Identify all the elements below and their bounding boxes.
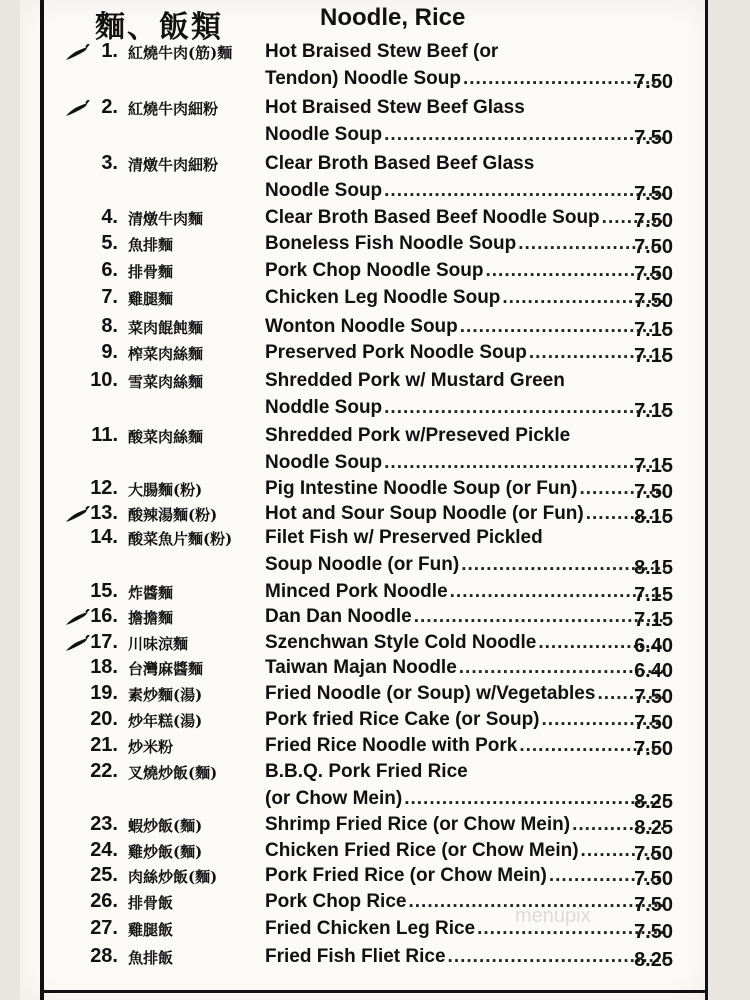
item-number: 19. <box>90 682 118 704</box>
item-number: 17. <box>90 631 118 653</box>
item-description-line: Hot Braised Stew Beef (or <box>265 41 499 62</box>
item-price: 7.15 <box>634 400 673 422</box>
item-number: 28. <box>90 945 118 967</box>
item-number: 15. <box>90 580 118 602</box>
item-name-english <box>265 96 605 150</box>
item-name-chinese: 蝦炒飯(麵) <box>128 817 203 835</box>
item-name-english <box>265 760 605 814</box>
item-number: 18. <box>90 656 118 678</box>
chili-pepper-icon <box>64 44 90 62</box>
item-number: 14. <box>90 526 118 548</box>
item-number: 23. <box>90 813 118 835</box>
item-name-english <box>265 152 605 206</box>
item-name-chinese: 雞腿麵 <box>128 290 174 308</box>
item-description-line: (or Chow Mein) <box>265 788 403 809</box>
item-number: 6. <box>101 259 118 281</box>
item-number: 9. <box>101 341 118 363</box>
item-name-chinese: 雞炒飯(麵) <box>128 843 203 861</box>
item-name-chinese: 排骨飯 <box>128 894 174 912</box>
item-price: 7.15 <box>634 584 673 606</box>
item-number: 7. <box>101 286 118 308</box>
item-price: 6.40 <box>634 635 673 657</box>
chili-pepper-icon <box>64 506 90 524</box>
item-price: 8.25 <box>634 791 673 813</box>
item-number: 26. <box>90 890 118 912</box>
left-border-rule <box>40 0 44 1000</box>
item-name-chinese: 酸辣湯麵(粉) <box>128 506 218 524</box>
item-price: 7.50 <box>634 894 673 916</box>
item-price: 7.50 <box>634 921 673 943</box>
item-name-english <box>265 369 605 423</box>
item-price: 7.15 <box>634 609 673 631</box>
item-price: 7.15 <box>634 319 673 341</box>
item-description-line: Noodle Soup <box>265 124 383 145</box>
section-title-english: Noodle, Rice <box>320 4 466 31</box>
item-number: 8. <box>101 315 118 337</box>
item-description-line: Noodle Soup <box>265 452 383 473</box>
item-description-line: Fried Noodle (or Soup) w/Vegetables <box>265 683 596 704</box>
item-price: 7.50 <box>634 263 673 285</box>
item-number: 25. <box>90 864 118 886</box>
item-description-line: Szenchwan Style Cold Noodle <box>265 632 537 653</box>
item-name-chinese: 紅燒牛肉細粉 <box>128 100 219 118</box>
item-number: 22. <box>90 760 118 782</box>
item-name-chinese: 魚排飯 <box>128 949 174 967</box>
item-number: 4. <box>101 206 118 228</box>
item-description-line: Noodle Soup <box>265 180 383 201</box>
item-description-line: B.B.Q. Pork Fried Rice <box>265 761 468 782</box>
item-description-line: Taiwan Majan Noodle <box>265 657 457 678</box>
item-price: 7.50 <box>634 686 673 708</box>
item-price: 7.50 <box>634 868 673 890</box>
item-number: 13. <box>90 502 118 524</box>
chili-pepper-icon <box>64 100 90 118</box>
item-description-line: Shredded Pork w/Preseved Pickle <box>265 425 571 446</box>
item-price: 7.50 <box>634 843 673 865</box>
item-price: 7.50 <box>634 481 673 503</box>
chili-pepper-icon <box>64 635 90 653</box>
item-name-english <box>265 40 605 94</box>
section-title-chinese: 麵、飯類 <box>95 10 223 45</box>
item-price: 7.15 <box>634 455 673 477</box>
item-name-chinese: 雪菜肉絲麵 <box>128 373 204 391</box>
item-description-line: Shrimp Fried Rice (or Chow Mein) <box>265 814 571 835</box>
item-description-line: Clear Broth Based Beef Noodle Soup <box>265 207 600 228</box>
item-name-chinese: 紅燒牛肉(筋)麵 <box>128 44 233 62</box>
item-number: 3. <box>101 152 118 174</box>
item-price: 7.50 <box>634 210 673 232</box>
item-description-line: Hot and Sour Soup Noodle (or Fun) <box>265 503 584 524</box>
item-description-line: Minced Pork Noodle <box>265 581 448 602</box>
item-description-line: Preserved Pork Noodle Soup <box>265 342 527 363</box>
item-description-line: Pork Fried Rice (or Chow Mein) <box>265 865 547 886</box>
item-description-line: Soup Noodle (or Fun) <box>265 554 460 575</box>
item-description-line: Noddle Soup <box>265 397 383 418</box>
item-description-line: Hot Braised Stew Beef Glass <box>265 97 525 118</box>
item-price: 7.50 <box>634 236 673 258</box>
item-name-chinese: 大腸麵(粉) <box>128 481 203 499</box>
bottom-border-rule <box>40 990 708 993</box>
item-description-line: Tendon) Noodle Soup <box>265 68 461 89</box>
item-number: 12. <box>90 477 118 499</box>
item-description-line: Chicken Leg Noodle Soup <box>265 287 501 308</box>
right-border-rule <box>705 0 708 1000</box>
item-name-chinese: 擔擔麵 <box>128 609 174 627</box>
item-description-line: Clear Broth Based Beef Glass <box>265 153 535 174</box>
watermark: menupix <box>515 905 591 927</box>
item-description-line: Boneless Fish Noodle Soup <box>265 233 517 254</box>
item-description-line: Filet Fish w/ Preserved Pickled <box>265 527 543 548</box>
item-name-chinese: 素炒麵(湯) <box>128 686 203 704</box>
item-price: 7.50 <box>634 71 673 93</box>
item-name-chinese: 肉絲炒飯(麵) <box>128 868 218 886</box>
item-price: 8.15 <box>634 506 673 528</box>
item-number: 11. <box>91 424 118 446</box>
item-name-chinese: 清燉牛肉麵 <box>128 210 204 228</box>
item-price: 7.50 <box>634 127 673 149</box>
item-name-chinese: 雞腿飯 <box>128 921 174 939</box>
item-price: 7.50 <box>634 712 673 734</box>
item-number: 1. <box>101 40 118 62</box>
item-name-chinese: 排骨麵 <box>128 263 174 281</box>
item-number: 21. <box>90 734 118 756</box>
item-description-line: Fried Chicken Leg Rice <box>265 918 476 939</box>
item-description-line: Pig Intestine Noodle Soup (or Fun) <box>265 478 578 499</box>
item-description-line: Chicken Fried Rice (or Chow Mein) <box>265 840 579 861</box>
item-name-chinese: 酸菜肉絲麵 <box>128 428 204 446</box>
item-name-english <box>265 526 605 580</box>
item-name-chinese: 炒米粉 <box>128 738 174 756</box>
item-number: 20. <box>90 708 118 730</box>
item-description-line: Pork Chop Noodle Soup <box>265 260 484 281</box>
item-price: 7.50 <box>634 290 673 312</box>
item-price: 8.25 <box>634 817 673 839</box>
item-description-line: Dan Dan Noodle <box>265 606 412 627</box>
item-number: 24. <box>90 839 118 861</box>
item-number: 16. <box>90 605 118 627</box>
item-name-chinese: 炒年糕(湯) <box>128 712 203 730</box>
item-description-line: Pork fried Rice Cake (or Soup) <box>265 709 540 730</box>
item-description-line: Fried Fish Fliet Rice <box>265 946 446 967</box>
item-price: 7.50 <box>634 738 673 760</box>
item-name-chinese: 菜肉餛飩麵 <box>128 319 204 337</box>
item-description-line: Shredded Pork w/ Mustard Green <box>265 370 565 391</box>
item-description-line: Pork Chop Rice <box>265 891 407 912</box>
item-name-chinese: 炸醬麵 <box>128 584 174 602</box>
item-name-chinese: 魚排麵 <box>128 236 174 254</box>
item-description-line: Fried Rice Noodle with Pork <box>265 735 518 756</box>
item-price: 8.25 <box>634 949 673 971</box>
item-name-chinese: 酸菜魚片麵(粉) <box>128 530 233 548</box>
item-name-chinese: 川味涼麵 <box>128 635 189 653</box>
item-price: 6.40 <box>634 660 673 682</box>
item-price: 7.50 <box>634 183 673 205</box>
item-name-chinese: 叉燒炒飯(麵) <box>128 764 218 782</box>
item-number: 27. <box>90 917 118 939</box>
item-number: 5. <box>101 232 118 254</box>
item-number: 10. <box>90 369 118 391</box>
item-price: 7.15 <box>634 345 673 367</box>
item-name-chinese: 清燉牛肉細粉 <box>128 156 219 174</box>
chili-pepper-icon <box>64 609 90 627</box>
item-price: 8.15 <box>634 557 673 579</box>
item-description-line: Wonton Noodle Soup <box>265 316 458 337</box>
item-name-chinese: 台灣麻醬麵 <box>128 660 204 678</box>
item-number: 2. <box>101 96 118 118</box>
item-name-english <box>265 424 605 478</box>
item-name-chinese: 榨菜肉絲麵 <box>128 345 204 363</box>
